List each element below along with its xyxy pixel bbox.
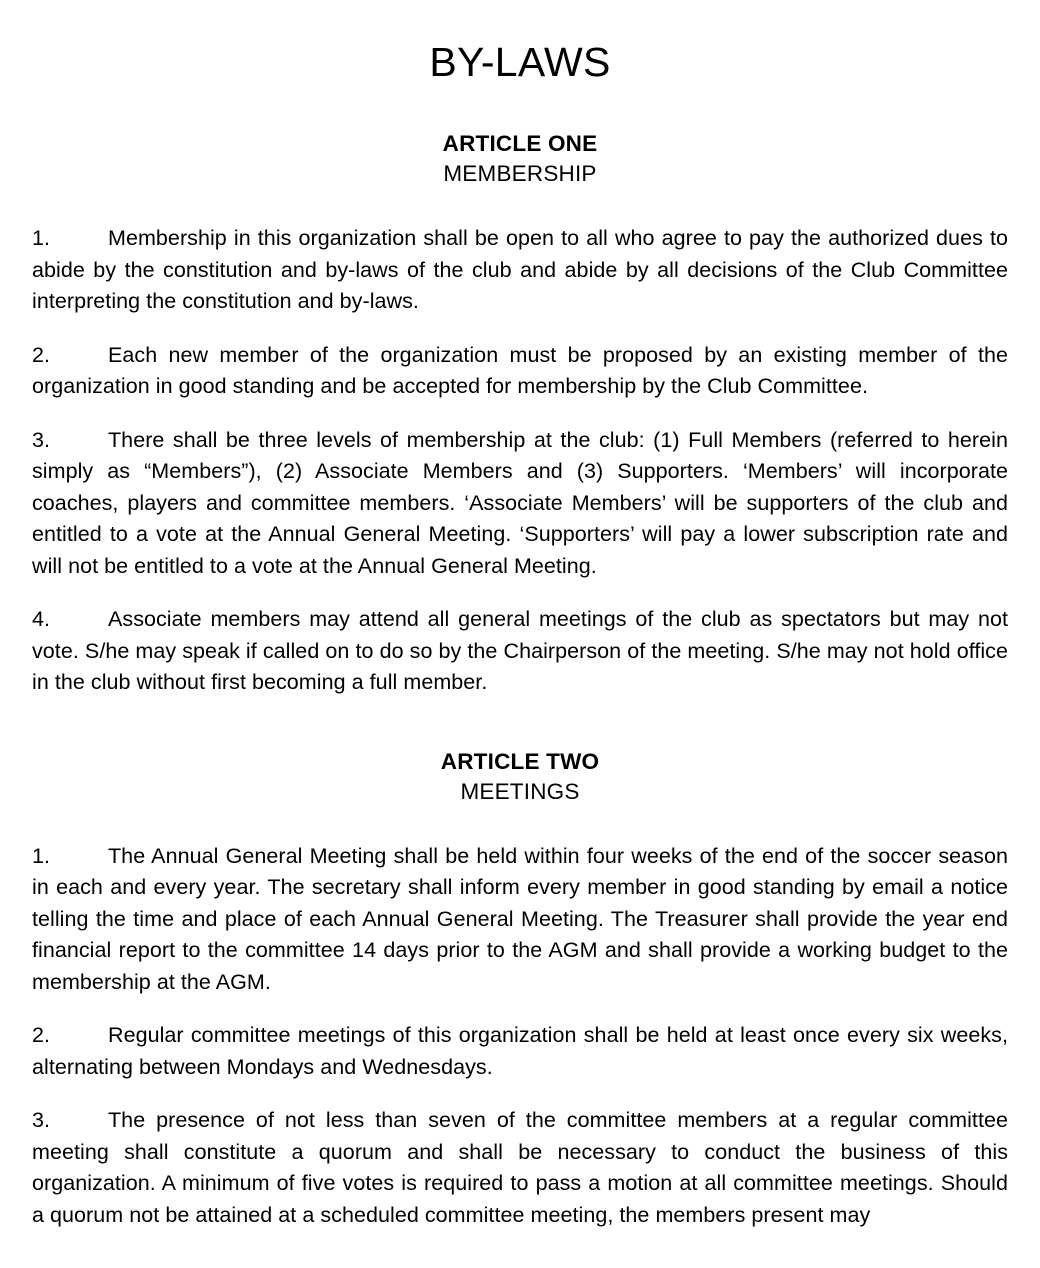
paragraph-text: Membership in this organization shall be open to all who agree to pay the authorized dues to abide by the constitution and by-laws of the club and abide by all decisions of the Club Committee interpreting the constitution and by-laws. — [32, 226, 1008, 313]
paragraph — [32, 223, 1008, 318]
paragraph — [32, 1105, 1008, 1231]
paragraph-text: The Annual General Meeting shall be held within four weeks of the end of the soccer season in each and every year. The secretary shall inform every member in good standing by email a notice telling the time and place of each Annual General Meeting. The Treasurer shall provide the year end financial report to the committee 14 days prior to the AGM and shall provide a working budget to the membership at the AGM. — [32, 843, 1008, 994]
paragraph-text: The presence of not less than seven of the committee members at a regular committee meeting shall constitute a quorum and shall be necessary to conduct the business of this organization. A minimum of five votes is required to pass a motion at all committee meetings. Should a quorum not be attained at a scheduled committee meeting, the members present may — [32, 1108, 1008, 1227]
spacer — [32, 83, 1008, 129]
paragraph — [32, 425, 1008, 583]
paragraph-text: Associate members may attend all general meetings of the club as spectators but may not vote. S/he may speak if called on to do so by the Chairperson of the meeting. S/he may not hold office in the club without first becoming a full member. — [32, 607, 1008, 694]
document-content — [32, 0, 1008, 1231]
article-two-heading: ARTICLE TWO — [440, 748, 600, 774]
paragraph-number: 3. — [32, 427, 51, 452]
paragraph-number: 2. — [32, 1023, 51, 1047]
paragraph — [32, 340, 1008, 403]
article-two-heading-block — [32, 747, 1008, 807]
paragraph-text: Regular committee meetings of this organization shall be held at least once every six weeks, alternating between Mondays and Wednesdays. — [32, 1023, 1008, 1079]
paragraph — [32, 1020, 1008, 1083]
page-title: BY-LAWS — [429, 39, 611, 85]
paragraph-text: Each new member of the organization must be proposed by an existing member of the organization in good standing and be accepted for membership by the Club Committee. — [32, 342, 1008, 398]
paragraph-number: 1. — [32, 843, 51, 868]
article-two-subheading: MEETINGS — [460, 778, 580, 804]
spacer — [32, 699, 1008, 747]
paragraph-text: There shall be three levels of membership at the club: (1) Full Members (referred to herein simply as “Members”), (2) Associate Members and (3) Supporters. ‘Members’ will incorporate coaches, players and committee members. ‘Associate Members’ will be supporters of the club and entitled to a vote at the Annual General Meeting. ‘Supporters’ will pay a lower subscription rate and will not be entitled to a vote at the Annual General Meeting. — [32, 427, 1008, 578]
paragraph-number: 4. — [32, 607, 51, 631]
paragraph-number: 1. — [32, 226, 51, 250]
paragraph — [32, 604, 1008, 699]
article-one-heading: ARTICLE ONE — [442, 131, 598, 156]
paragraph-number: 2. — [32, 342, 51, 367]
paragraph-number: 3. — [32, 1108, 51, 1132]
article-one-subheading: MEMBERSHIP — [443, 161, 597, 186]
paragraph — [32, 841, 1008, 999]
article-one-heading-block — [32, 129, 1008, 189]
